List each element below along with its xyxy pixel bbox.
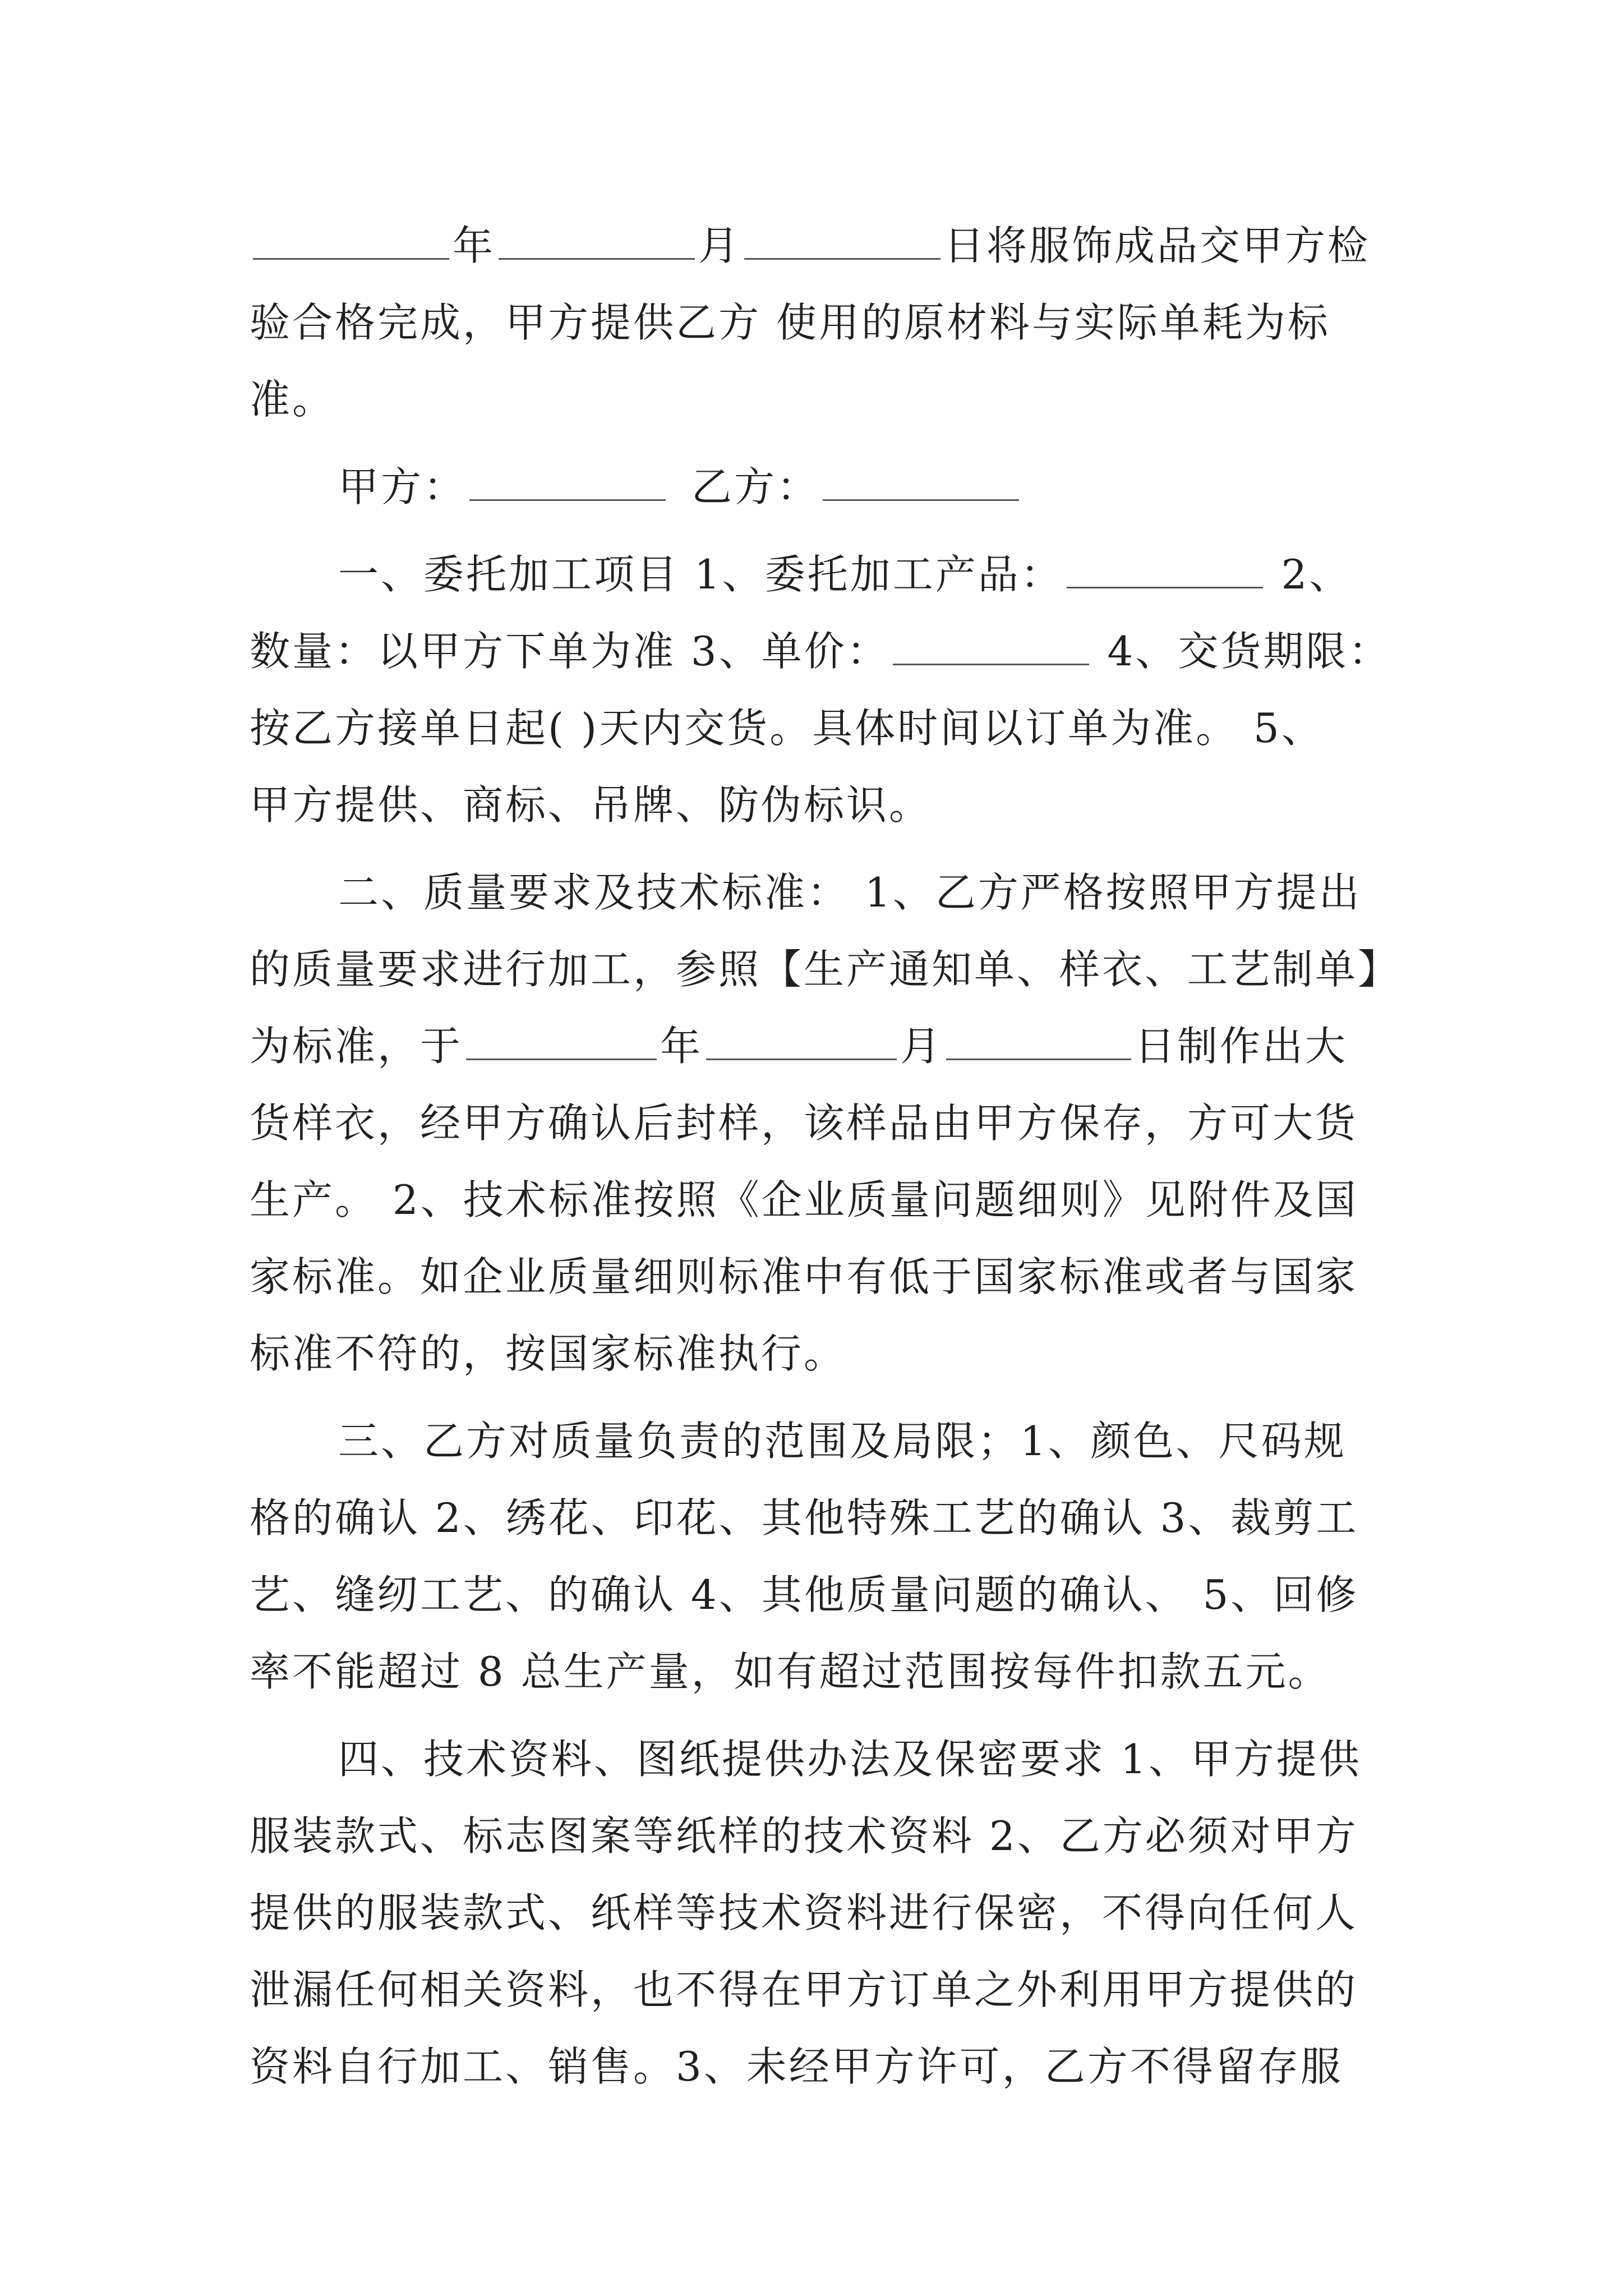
- text-line: [250, 536, 1388, 613]
- text-line: 准。: [250, 376, 335, 423]
- paragraph-gap: [250, 1710, 1388, 1721]
- text-line: 泄漏任何相关资料，也不得在甲方订单之外利用甲方提供的: [250, 1966, 1358, 2013]
- document-body: [250, 208, 1401, 2105]
- paragraph-gap: [250, 526, 1388, 536]
- date-blank-line: [466, 1019, 657, 1060]
- month-label: 月: [698, 222, 741, 269]
- text-line: 甲方提供、商标、吊牌、防伪标识。: [250, 781, 932, 829]
- text-line: 标准不符的，按国家标准执行。: [250, 1330, 847, 1377]
- text-line: [250, 613, 1391, 690]
- paragraph-gap: [250, 438, 1388, 449]
- text-line: 家标准。如企业质量细则标准中有低于国家标准或者与国家: [250, 1253, 1358, 1300]
- year-label: 年: [660, 1023, 703, 1070]
- price-blank: [893, 624, 1089, 665]
- text-line: 艺、缝纫工艺、的确认 4、其他质量问题的确认、 5、回修: [250, 1571, 1359, 1618]
- text-line: 服装款式、标志图案等纸样的技术资料 2、乙方必须对甲方: [250, 1812, 1358, 1860]
- text-line: 二、质量要求及技术标准： 1、乙方严格按照甲方提出: [338, 869, 1362, 916]
- date-blank-line: [253, 219, 449, 260]
- text-line: 的质量要求进行加工，参照【生产通知单、样衣、工艺制单】: [250, 946, 1401, 993]
- text-segment: 一、委托加工项目 1、委托加工产品：: [338, 551, 1063, 598]
- text-segment: 4、交货期限：: [1092, 628, 1391, 675]
- text-line: 货样衣，经甲方确认后封样，该样品由甲方保存，方可大货: [250, 1099, 1358, 1147]
- party-line: [250, 449, 1388, 526]
- text-line: 验合格完成，甲方提供乙方 使用的原材料与实际单耗为标: [250, 299, 1330, 346]
- product-blank: [1067, 547, 1263, 588]
- party-a-label: 甲方：: [338, 463, 467, 510]
- party-a-blank: [469, 460, 666, 501]
- paragraph-gap: [250, 844, 1388, 854]
- text-line: 格的确认 2、绣花、印花、其他特殊工艺的确认 3、裁剪工: [250, 1494, 1359, 1542]
- date-blank-line: [744, 219, 940, 260]
- month-label: 月: [900, 1023, 943, 1070]
- text-line: 按乙方接单日起( )天内交货。具体时间以订单为准。 5、: [250, 705, 1324, 752]
- party-b-label: 乙方：: [691, 463, 820, 510]
- text-segment: 为标准，于: [250, 1023, 463, 1070]
- date-blank-line: [946, 1019, 1131, 1060]
- text-segment: 日将服饰成品交甲方检: [944, 222, 1371, 269]
- text-segment: 2、: [1266, 551, 1352, 598]
- text-line: 生产。 2、技术标准按照《企业质量问题细则》见附件及国: [250, 1176, 1358, 1223]
- text-segment: 日制作出大: [1135, 1023, 1348, 1070]
- party-b-blank: [823, 460, 1019, 501]
- date-blank-line: [499, 219, 695, 260]
- year-label: 年: [453, 222, 496, 269]
- text-line: 资料自行加工、销售。3、未经甲方许可，乙方不得留存服: [250, 2043, 1343, 2090]
- text-line: 率不能超过 8 总生产量，如有超过范围按每件扣款五元。: [250, 1648, 1331, 1695]
- text-segment: 数量：以甲方下单为准 3、单价：: [250, 628, 889, 675]
- text-line: 提供的服装款式、纸样等技术资料进行保密，不得向任何人: [250, 1889, 1358, 1936]
- text-line: 四、技术资料、图纸提供办法及保密要求 1、甲方提供: [338, 1736, 1362, 1783]
- text-line: [250, 208, 1388, 284]
- paragraph-gap: [250, 1392, 1388, 1403]
- text-line: 三、乙方对质量负责的范围及局限；1、颜色、尺码规: [338, 1418, 1347, 1465]
- date-blank-line: [706, 1019, 897, 1060]
- text-line: [250, 1008, 1388, 1085]
